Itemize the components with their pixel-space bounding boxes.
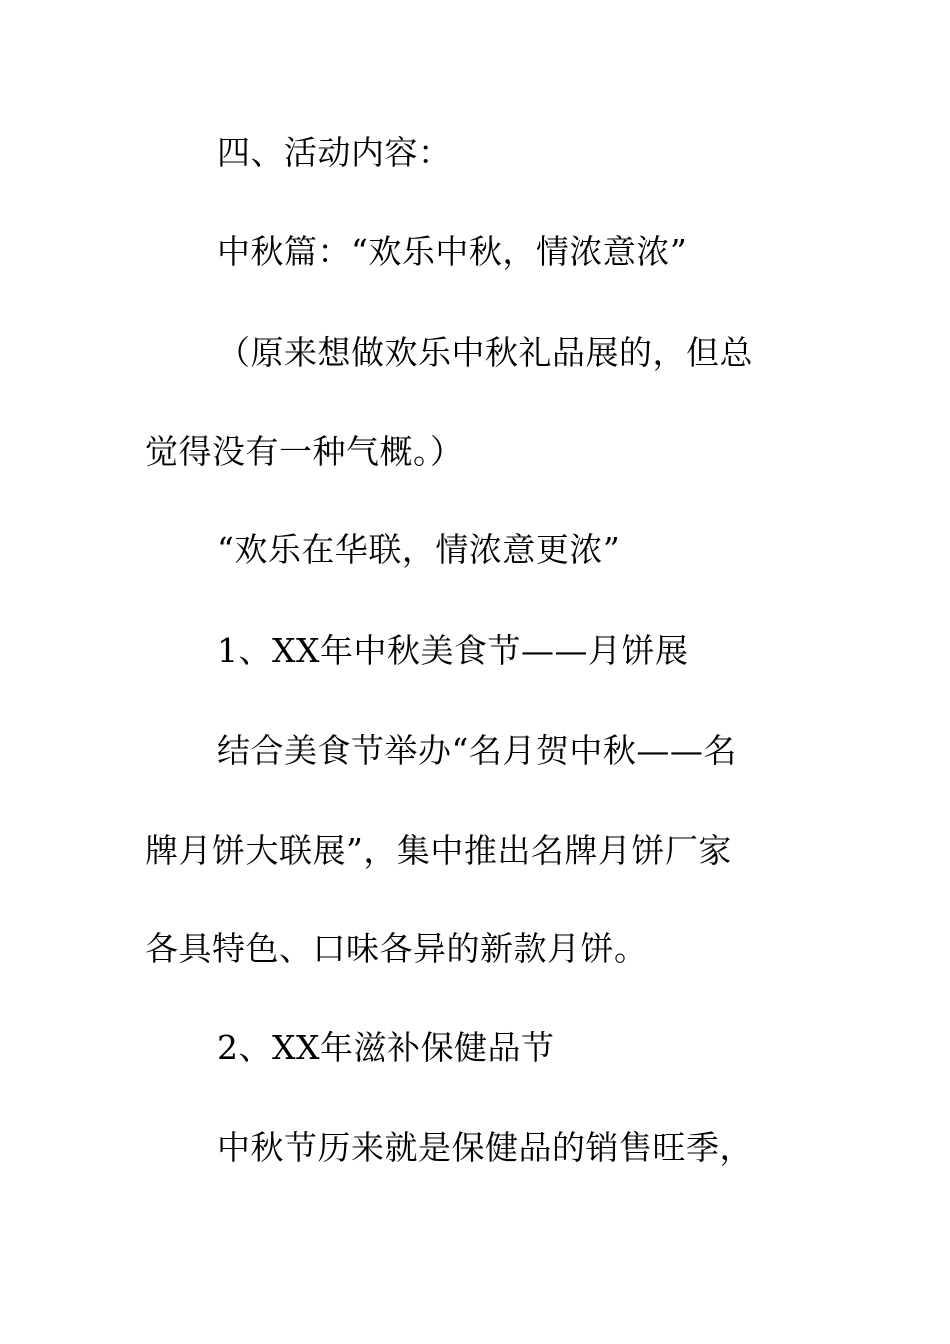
paragraph-line: 牌月饼大联展”，集中推出名牌月饼厂家 <box>145 831 732 870</box>
paragraph-line: 中秋节历来就是保健品的销售旺季， <box>217 1128 753 1167</box>
list-item-heading: 1、XX年中秋美食节——月饼展 <box>217 631 689 670</box>
paragraph-line: （原来想做欢乐中秋礼品展的，但总 <box>217 333 753 372</box>
paragraph-line: 结合美食节举办“名月贺中秋——名 <box>217 731 737 770</box>
section-heading: 四、活动内容： <box>217 133 452 172</box>
paragraph-line: “欢乐在华联，情浓意更浓” <box>217 530 621 569</box>
paragraph-line: 各具特色、口味各异的新款月饼。 <box>145 929 648 968</box>
paragraph-line: 中秋篇：“欢乐中秋，情浓意浓” <box>217 232 688 271</box>
list-item-heading: 2、XX年滋补保健品节 <box>217 1028 555 1067</box>
paragraph-line: 觉得没有一种气概。） <box>145 432 464 471</box>
